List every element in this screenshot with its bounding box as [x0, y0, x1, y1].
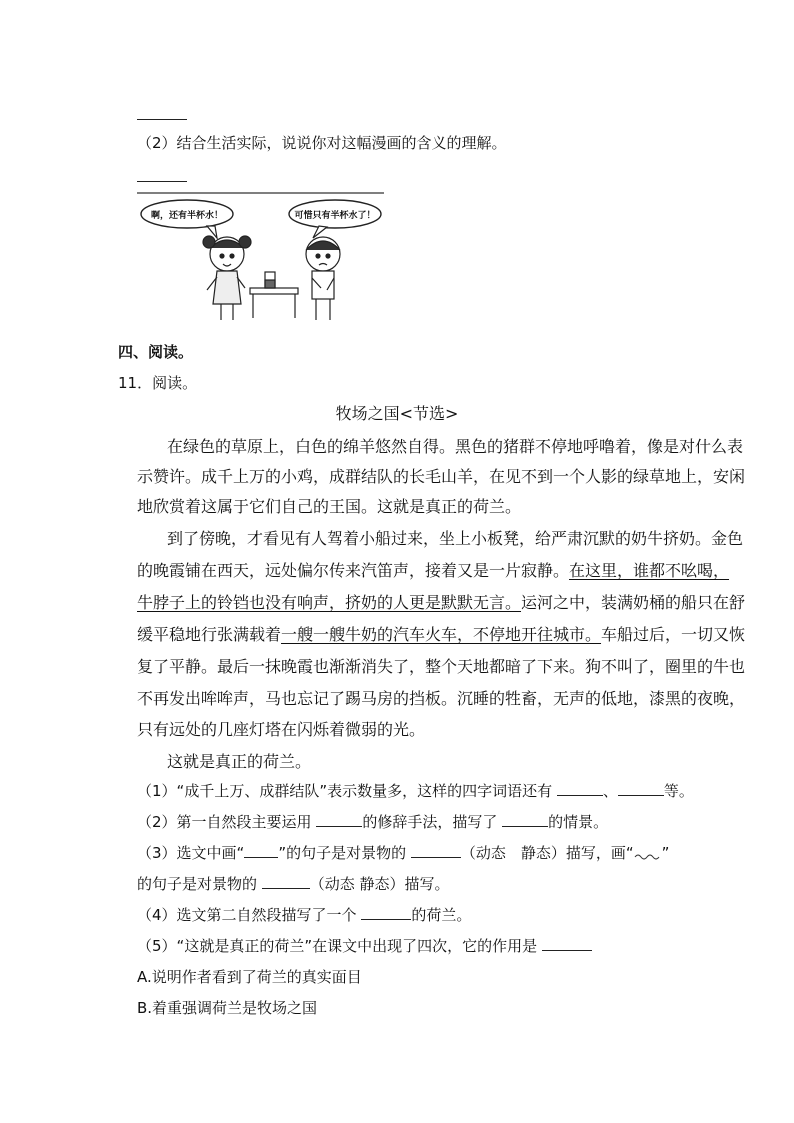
q3-straight-line-mark	[244, 843, 278, 858]
q5-blank[interactable]	[542, 936, 592, 951]
q4-text-b: 的荷兰。	[411, 906, 472, 924]
underlined-sentence-part-1: 在这里，谁都不吆喝，	[569, 561, 730, 580]
p2-line-6	[137, 689, 745, 709]
p1-line-1-text: 在绿色的草原上，白色的绵羊悠然自得。黑色的猪群不停地呼噜着，像是对什么表	[167, 437, 744, 456]
q3-text-a: （3）选文中画“	[137, 844, 245, 862]
answer-line-1	[137, 119, 187, 120]
question-11-label	[118, 373, 197, 393]
p3-line	[167, 752, 311, 772]
q3-text-c: （动态 静态）描写，画“	[460, 844, 634, 862]
p2-line-4c-text: 车船过后，一切又恢	[601, 625, 746, 644]
section-title-text: 四、阅读。	[118, 343, 194, 361]
underlined-sentence-part-2: 牛脖子上的铃铛也没有响声，挤奶的人更是默默无言。	[137, 593, 522, 612]
p3-text: 这就是真正的荷兰。	[167, 752, 312, 771]
question-5	[137, 936, 592, 956]
q2-blank-1[interactable]	[316, 812, 362, 827]
bubble-left-text: 啊，还有半杯水！	[150, 211, 224, 221]
p1-line-2-text: 示赞许。成千上万的小鸡，成群结队的长毛山羊，在见不到一个人影的绿草地上，安闲	[137, 467, 746, 486]
q3-blank-2[interactable]	[262, 874, 310, 889]
p1-line-3	[137, 497, 521, 517]
option-a-text: A.说明作者看到了荷兰的真实面目	[137, 968, 362, 986]
p2-line-4a-text: 缓平稳地行张满载着	[137, 625, 282, 644]
question-2-text: （2）结合生活实际，说说你对这幅漫画的含义的理解。	[137, 134, 507, 152]
wavy-line-mark	[634, 848, 662, 860]
question-2	[137, 812, 608, 832]
underlined-sentence-part-3: 一艘一艘牛奶的汽车火车，不停地开往城市。	[281, 625, 602, 644]
q3-text-f: （动态 静态）描写。	[309, 875, 450, 893]
q4-blank[interactable]	[361, 905, 411, 920]
q4-text-a: （4）选文第二自然段描写了一个	[137, 906, 362, 924]
q3-blank-1[interactable]	[411, 843, 461, 858]
question-1	[137, 781, 694, 801]
p2-line-6-text: 不再发出哞哞声，马也忘记了踢马房的挡板。沉睡的牲畜，无声的低地，漆黑的夜晚，	[137, 689, 746, 708]
p2-line-1	[167, 529, 743, 549]
passage-title-text: 牧场之国<节选>	[335, 404, 459, 423]
p2-line-3	[137, 593, 745, 613]
question-4	[137, 905, 471, 925]
p2-line-1-text: 到了傍晚，才看见有人驾着小船过来，坐上小板凳，给严肃沉默的奶牛挤奶。金色	[167, 529, 744, 548]
q2-blank-2[interactable]	[502, 812, 548, 827]
question-2-prompt	[137, 133, 507, 153]
q2-text-c: 的情景。	[548, 813, 609, 831]
q2-text-b: 的修辞手法，描写了	[362, 813, 503, 831]
section-title	[118, 342, 193, 362]
answer-line-2	[137, 181, 187, 182]
p2-line-5	[137, 657, 745, 677]
p2-line-2a-text: 的晚霞铺在西天，远处偏尔传来汽笛声，接着又是一片寂静。	[137, 561, 570, 580]
q1-text: （1）“成千上万、成群结队”表示数量多，这样的四字词语还有	[137, 782, 557, 800]
q2-text-a: （2）第一自然段主要运用	[137, 813, 317, 831]
option-b[interactable]	[137, 998, 317, 1018]
q1-end-text: 等。	[663, 782, 694, 800]
q5-text: （5）“这就是真正的荷兰”在课文中出现了四次，它的作用是	[137, 937, 542, 955]
question-3-cont	[137, 874, 450, 894]
question-11-text: 11．阅读。	[118, 374, 198, 392]
p1-line-3-text: 地欣赏着这属于它们自己的王国。这就是真正的荷兰。	[137, 497, 522, 516]
q3-text-b: ”的句子是对景物的	[278, 844, 411, 862]
passage-title	[0, 404, 794, 424]
q1-blank-2[interactable]	[618, 781, 664, 796]
p2-line-7	[137, 720, 425, 740]
option-a[interactable]	[137, 967, 362, 987]
p1-line-1	[167, 437, 743, 457]
q3-text-d: ”	[661, 844, 670, 862]
q3-text-e: 的句子是对景物的	[137, 875, 262, 893]
p2-line-5-text: 复了平静。最后一抹晚霞也渐渐消失了，整个天地都暗了下来。狗不叫了，圈里的牛也	[137, 657, 746, 676]
cartoon-illustration	[137, 192, 384, 329]
q1-blank-1[interactable]	[557, 781, 603, 796]
p2-line-3b-text: 运河之中，装满奶桶的船只在舒	[521, 593, 746, 612]
bubble-right-text: 可惜只有半杯水了！	[294, 211, 376, 221]
option-b-text: B.着重强调荷兰是牧场之国	[137, 999, 318, 1017]
question-3	[137, 843, 669, 863]
p2-line-4	[137, 625, 745, 645]
p2-line-2	[137, 561, 729, 581]
q1-separator: 、	[602, 782, 618, 800]
p2-line-7-text: 只有远处的几座灯塔在闪烁着微弱的光。	[137, 720, 426, 739]
p1-line-2	[137, 467, 745, 487]
